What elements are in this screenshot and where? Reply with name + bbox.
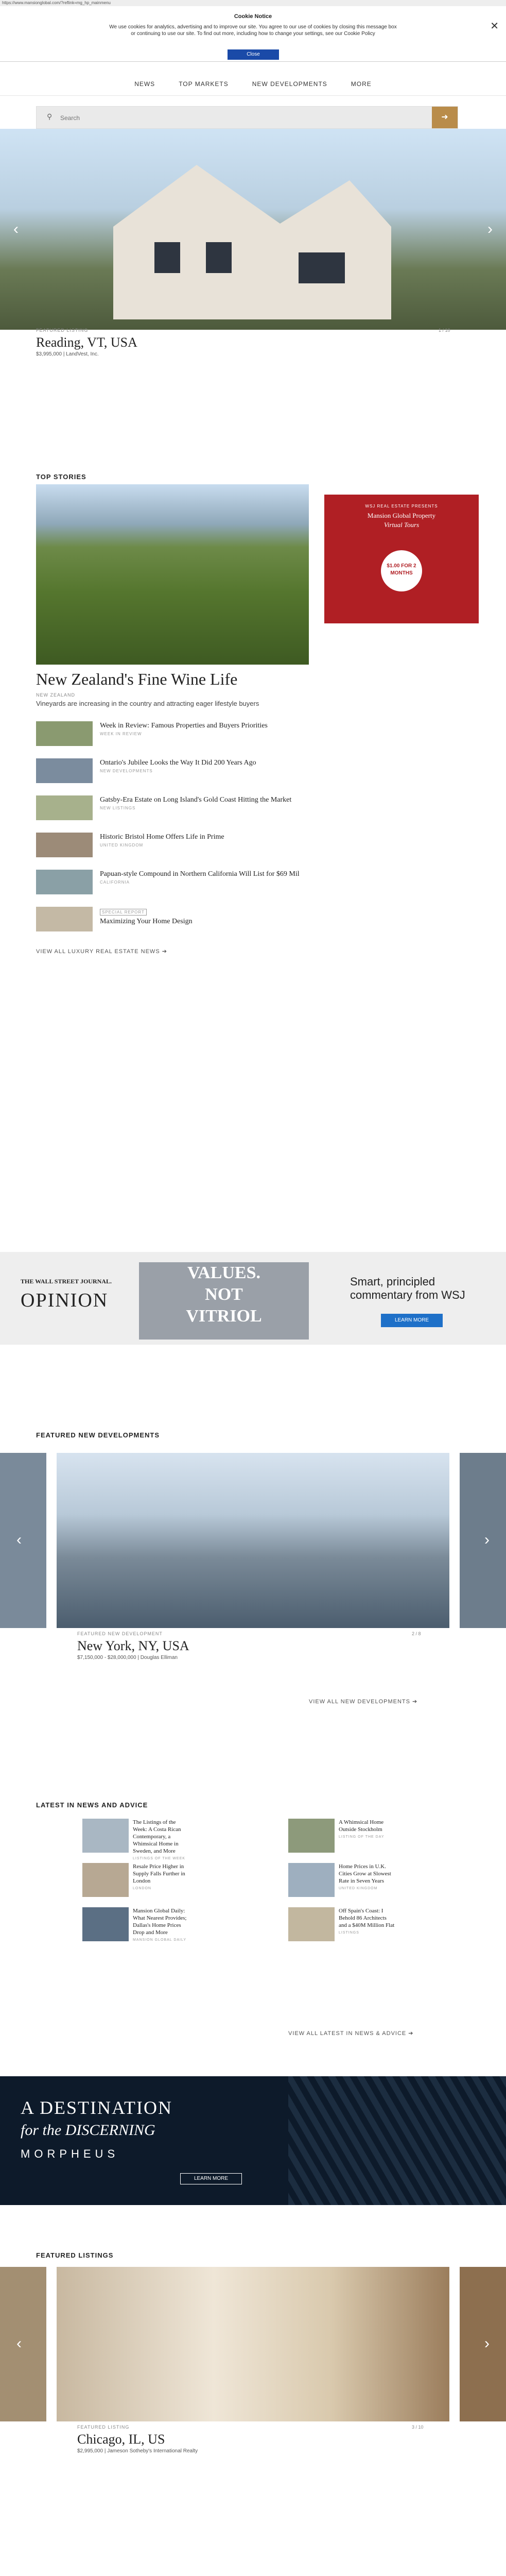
development-kicker: FEATURED NEW DEVELOPMENT — [77, 1631, 163, 1636]
hero-counter: 1 / 10 — [439, 328, 450, 333]
hero-window — [206, 242, 232, 273]
story-kicker: UNITED KINGDOM — [339, 1887, 378, 1890]
story-thumb — [288, 1819, 335, 1853]
story-title: Maximizing Your Home Design — [100, 918, 193, 925]
story-kicker: LISTINGS — [339, 1931, 359, 1935]
ad-kicker: WSJ REAL ESTATE PRESENTS — [365, 504, 438, 509]
list-item[interactable] — [288, 1863, 395, 1899]
ad-title: Mansion Global Property — [367, 512, 436, 519]
story-thumb — [36, 870, 93, 894]
list-item[interactable] — [82, 1863, 189, 1899]
chevron-left-icon[interactable]: ‹ — [16, 1531, 22, 1548]
chevron-right-icon[interactable]: › — [484, 2335, 490, 2352]
view-all-developments-link[interactable]: VIEW ALL NEW DEVELOPMENTS ➔ — [309, 1699, 418, 1705]
listing-counter: 3 / 10 — [412, 2425, 424, 2430]
story-thumb — [36, 907, 93, 931]
view-all-latest-news-link[interactable]: VIEW ALL LATEST IN NEWS & ADVICE ➔ — [288, 2030, 414, 2037]
story-kicker: CALIFORNIA — [100, 880, 130, 885]
wsj-learn-more-button[interactable]: LEARN MORE — [381, 1314, 443, 1327]
list-item[interactable] — [36, 831, 304, 859]
section-heading: FEATURED LISTINGS — [36, 2251, 114, 2259]
morpheus-line1: A DESTINATION — [21, 2097, 172, 2118]
story-title: Home Prices in U.K. Cities Grow at Slowest Rate in Seven Years — [339, 1863, 391, 1884]
development-agent: Douglas Elliman — [140, 1655, 178, 1660]
story-title: Resale Price Higher in Supply Falls Further in London — [133, 1863, 185, 1884]
wsj-ad[interactable] — [0, 1252, 506, 1345]
cookie-title: Cookie Notice — [234, 13, 272, 20]
list-item[interactable] — [82, 1907, 189, 1943]
development-price-line: $7,150,000 - $28,000,000 | Douglas Elliman — [77, 1655, 178, 1660]
morpheus-ad[interactable] — [0, 2076, 506, 2205]
search-icon: ⚲ — [47, 112, 53, 121]
story-thumb — [36, 721, 93, 746]
story-title: Papuan-style Compound in Northern California Will List for $69 Mil — [100, 870, 300, 878]
story-kicker: SPECIAL REPORT — [100, 909, 147, 916]
hero-title[interactable]: Reading, VT, USA — [36, 335, 137, 350]
chevron-right-icon[interactable]: › — [487, 221, 493, 238]
wsj-not-line: NOT — [205, 1285, 243, 1304]
section-heading: FEATURED NEW DEVELOPMENTS — [36, 1431, 160, 1439]
development-counter: 2 / 8 — [412, 1631, 421, 1636]
cookie-text: We use cookies for analytics, advertising and to improve our site. You agree to our use of cookies by closing this message box or continuing to use our site. To find out more, including how to change your settings, see our Cookie Policy — [109, 24, 397, 37]
chevron-right-icon[interactable]: › — [484, 1531, 490, 1548]
hero-price-line: $3,995,000 | LandVest, Inc. — [36, 351, 99, 357]
list-item[interactable] — [36, 756, 304, 785]
story-title: Off Spain's Coast: I Behold 86 Architects and a $40M Million Flat — [339, 1908, 395, 1928]
wsj-tagline: Smart, principled commentary from WSJ — [350, 1275, 465, 1301]
story-title: Gatsby-Era Estate on Long Island's Gold Coast Hitting the Market — [100, 796, 292, 804]
wsj-values-line: VALUES. — [187, 1263, 261, 1282]
story-kicker: MANSION GLOBAL DAILY — [133, 1938, 187, 1942]
view-all-news-link[interactable]: VIEW ALL LUXURY REAL ESTATE NEWS ➔ — [36, 948, 167, 955]
story-title: The Listings of the Week: A Costa Rican Contemporary, a Whimsical Home in Sweden, and More — [133, 1819, 181, 1854]
story-kicker: WEEK IN REVIEW — [100, 732, 142, 736]
hero-kicker: FEATURED LISTING — [36, 328, 89, 333]
search-submit-button[interactable]: ➜ — [432, 107, 458, 128]
hero-agent: LandVest, Inc. — [66, 351, 99, 357]
nav-new-developments[interactable]: NEW DEVELOPMENTS — [252, 80, 327, 88]
cookie-notice — [0, 6, 506, 62]
nav-top-markets[interactable]: TOP MARKETS — [179, 80, 229, 88]
hero-window — [154, 242, 180, 273]
list-item[interactable] — [36, 719, 304, 748]
ad-sub: Virtual Tours — [383, 521, 420, 529]
list-item[interactable] — [36, 905, 304, 934]
story-kicker: NEW LISTINGS — [100, 806, 136, 810]
story-kicker: LONDON — [133, 1887, 151, 1890]
story-kicker: LISTINGS OF THE WEEK — [133, 1857, 185, 1860]
search-bar — [36, 106, 458, 129]
main-story-title[interactable]: New Zealand's Fine Wine Life — [36, 670, 238, 688]
story-thumb — [36, 833, 93, 857]
morpheus-learn-more-button[interactable]: LEARN MORE — [180, 2173, 242, 2184]
list-item[interactable] — [288, 1819, 395, 1855]
list-item[interactable] — [36, 868, 304, 896]
story-thumb — [288, 1907, 335, 1941]
morpheus-graphic — [288, 2076, 506, 2205]
story-thumb — [36, 795, 93, 820]
subscription-ad[interactable] — [324, 495, 479, 623]
morpheus-for-the: for the — [21, 2122, 62, 2139]
main-story-subtitle: Vineyards are increasing in the country and attracting eager lifestyle buyers — [36, 700, 259, 707]
story-title: A Whimsical Home Outside Stockholm — [339, 1819, 384, 1833]
story-thumb — [36, 758, 93, 783]
section-heading: TOP STORIES — [36, 473, 86, 481]
main-story-kicker: NEW ZEALAND — [36, 692, 76, 698]
wsj-vitriol-line: VITRIOL — [186, 1307, 262, 1326]
story-thumb — [82, 1819, 129, 1853]
story-title: Ontario's Jubilee Looks the Way It Did 200 Years Ago — [100, 759, 256, 767]
ad-cta[interactable]: $1.00 FOR 2 MONTHS — [381, 550, 422, 591]
wsj-values-graphic — [139, 1262, 309, 1340]
chevron-left-icon[interactable]: ‹ — [16, 2335, 22, 2352]
wsj-opinion: OPINION — [21, 1290, 109, 1311]
address-bar[interactable]: https://www.mansionglobal.com/?reflink=mg_hp_mainmenu — [0, 0, 506, 6]
story-thumb — [82, 1863, 129, 1897]
hero-image[interactable] — [0, 129, 506, 330]
story-title: Mansion Global Daily: What Nearest Provides; Dallas's Home Prices Drop and More — [133, 1908, 187, 1936]
development-title[interactable]: New York, NY, USA — [77, 1638, 189, 1653]
list-item[interactable] — [288, 1907, 395, 1943]
listing-kicker: FEATURED LISTING — [77, 2425, 130, 2430]
listing-image[interactable] — [57, 2267, 449, 2421]
nav-more[interactable]: MORE — [351, 80, 372, 88]
hero-price: $3,995,000 — [36, 351, 62, 357]
list-item[interactable] — [82, 1819, 189, 1860]
close-icon[interactable]: ✕ — [490, 21, 499, 32]
chevron-left-icon[interactable]: ‹ — [13, 221, 19, 238]
hero-window — [299, 252, 345, 283]
section-heading: LATEST IN NEWS AND ADVICE — [36, 1801, 148, 1809]
wsj-logo: THE WALL STREET JOURNAL. — [21, 1278, 112, 1285]
search-input[interactable] — [60, 113, 369, 123]
list-item[interactable] — [36, 793, 304, 822]
story-thumb — [82, 1907, 129, 1941]
morpheus-line2 — [21, 2122, 155, 2139]
main-nav — [0, 72, 506, 96]
story-kicker: LISTING OF THE DAY — [339, 1835, 385, 1839]
listing-title[interactable]: Chicago, IL, US — [77, 2432, 165, 2447]
development-price: $7,150,000 - $28,000,000 — [77, 1655, 136, 1660]
listing-agent: Jameson Sotheby's International Realty — [107, 2448, 198, 2454]
cookie-close-button[interactable]: Close — [228, 49, 279, 60]
morpheus-brand: MORPHEUS — [21, 2147, 119, 2160]
development-image[interactable] — [57, 1453, 449, 1628]
listing-price-line: $2,995,000 | Jameson Sotheby's International Realty — [77, 2448, 198, 2454]
story-title: Historic Bristol Home Offers Life in Prime — [100, 833, 224, 841]
nav-news[interactable]: NEWS — [134, 80, 155, 88]
story-kicker: UNITED KINGDOM — [100, 843, 144, 848]
story-thumb — [288, 1863, 335, 1897]
story-title: Week in Review: Famous Properties and Buyers Priorities — [100, 722, 268, 730]
listing-price: $2,995,000 — [77, 2448, 103, 2454]
main-story-image[interactable] — [36, 484, 309, 665]
morpheus-discerning: DISCERNING — [65, 2122, 155, 2139]
story-kicker: NEW DEVELOPMENTS — [100, 769, 153, 773]
